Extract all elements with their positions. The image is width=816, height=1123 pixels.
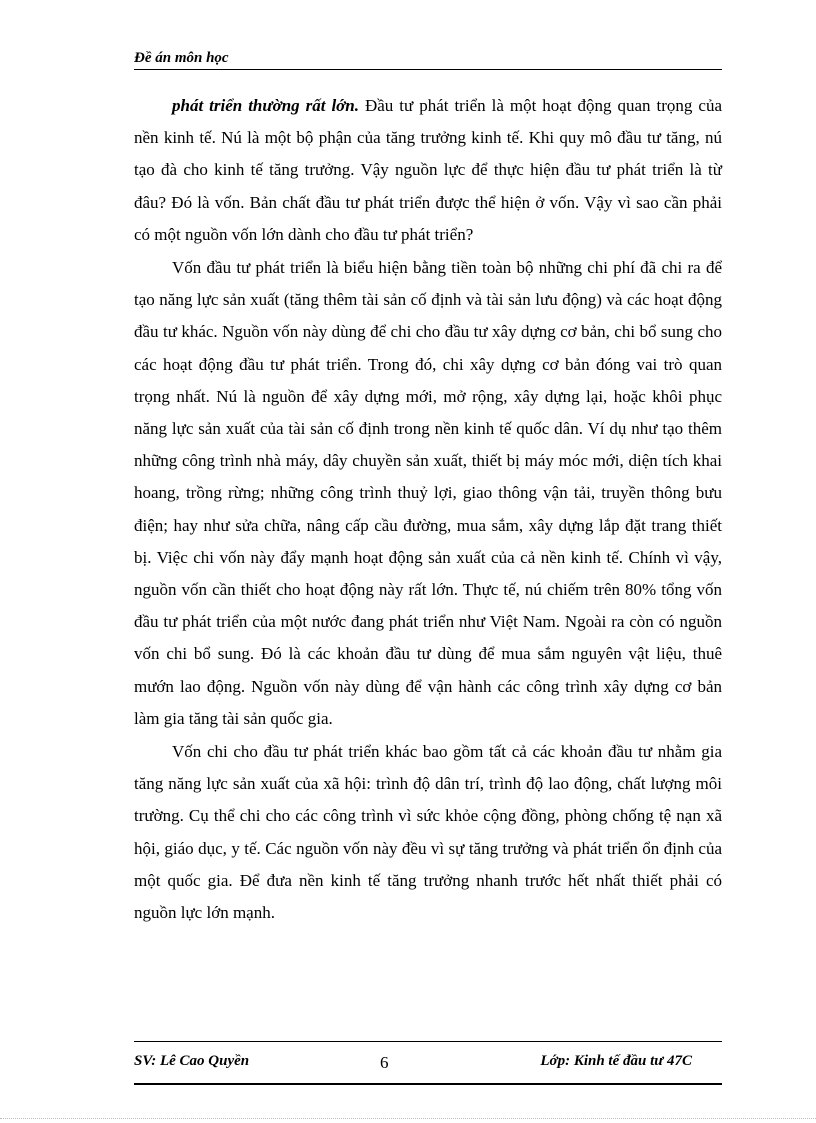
student-name: SV: Lê Cao Quyền — [134, 1053, 250, 1069]
page-footer — [134, 1041, 722, 1088]
class-name: Lớp: Kinh tế đầu tư 47C — [540, 1053, 692, 1069]
page-header — [134, 47, 722, 70]
paragraph-2: Vốn đầu tư phát triển là biểu hiện bằng tiền toàn bộ những chi phí đã chi ra để tạo năng lực sản xuất (tăng thêm tài sản cố định và tài sản lưu động) và các hoạt động đầu tư khác. Nguồn vốn này dùng để chi cho đầu tư xây dựng cơ bản, chi bổ sung cho các hoạt động đầu tư phát triển. Trong đó, chi xây dựng cơ bản đóng vai trò quan trọng nhất. Nú là nguồn để xây dựng mới, mở rộng, xây dựng lại, hoặc khôi phục năng lực sản xuất của tài sản cố định trong nền kinh tế quốc dân. Ví dụ như tạo thêm những công trình nhà máy, dây chuyền sản xuất, thiết bị máy móc mới, diện tích khai hoang, trồng rừng; những công trình thuỷ lợi, giao thông vận tải, truyền thông bưu điện; hay như sửa chữa, nâng cấp cầu đường, mua sắm, xây dựng lắp đặt trang thiết bị. Việc chi vốn này đẩy mạnh hoạt động sản xuất của cả nền kinh tế. Chính vì vậy, nguồn vốn cần thiết cho hoạt động này rất lớn. Thực tế, nú chiếm trên 80% tổng vốn đầu tư phát triển của một nước đang phát triển như Việt Nam. Ngoài ra còn có nguồn vốn chi bổ sung. Đó là các khoản đầu tư dùng để mua sắm nguyên vật liệu, thuê mướn lao động. Nguồn vốn này dùng để vận hành các công trình xây dựng cơ bản làm gia tăng tài sản quốc gia. — [134, 258, 722, 728]
paragraph-3: Vốn chi cho đầu tư phát triển khác bao gồm tất cả các khoản đầu tư nhằm gia tăng năng lực sản xuất của xã hội: trình độ dân trí, trình độ lao động, chất lượng môi trường. Cụ thể chi cho các công trình vì sức khỏe cộng đồng, phòng chống tệ nạn xã hội, giáo dục, y tế. Các nguồn vốn này đều vì sự tăng trưởng và phát triển ổn định của một quốc gia. Để đưa nền kinh tế tăng trưởng nhanh trước hết nhất thiết phải có nguồn lực lớn mạnh. — [134, 742, 722, 923]
footer-divider — [134, 1083, 722, 1085]
paragraph-1 — [134, 90, 722, 251]
document-body — [134, 90, 722, 930]
page-number: 6 — [380, 1053, 389, 1072]
page-edge-divider — [0, 1118, 816, 1119]
document-title: Đề án môn học — [134, 50, 229, 66]
emphasis-phrase: phát triển thường rất lớn. — [172, 96, 359, 115]
paragraph-1-text: Đầu tư phát triển là một hoạt động quan trọng của nền kinh tế. Nú là một bộ phận của tăng trưởng kinh tế. Khi quy mô đầu tư tăng, nú tạo đà cho kinh tế tăng trưởng. Vậy nguồn lực để thực hiện đầu tư phát triển là từ đâu? Đó là vốn. Bản chất đầu tư phát triển được thể hiện ở vốn. Vậy vì sao cần phải có một nguồn vốn lớn dành cho đầu tư phát triển? — [134, 96, 722, 244]
